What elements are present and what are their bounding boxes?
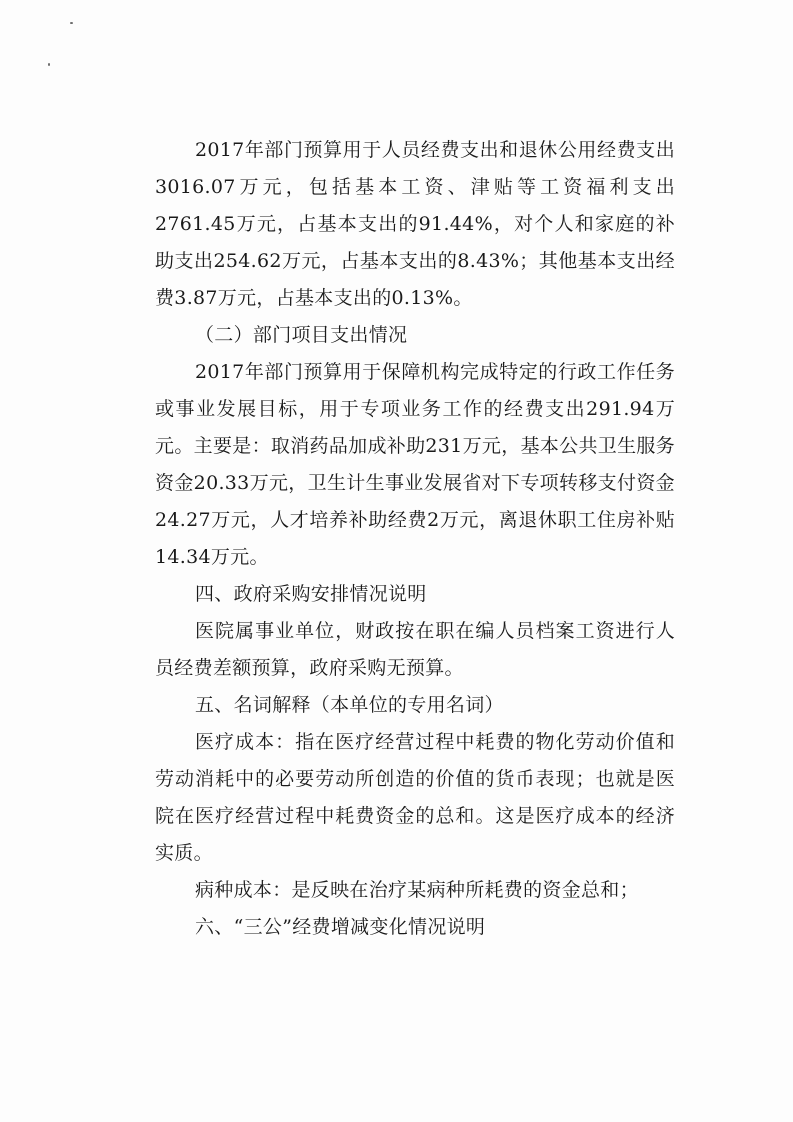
- document-body: [155, 132, 675, 946]
- paragraph-government-procurement: 医院属事业单位，财政按在职在编人员档案工资进行人员经费差额预算，政府采购无预算。: [155, 620, 675, 679]
- heading-government-procurement: 四、政府采购安排情况说明: [195, 583, 427, 605]
- heading-project-expenditure: （二）部门项目支出情况: [195, 324, 408, 346]
- heading-three-public-expenses: 六、“三公”经费增减变化情况说明: [195, 916, 486, 938]
- paragraph-basic-expenditure: 2017年部门预算用于人员经费支出和退休公用经费支出3016.07万元，包括基本工资、津贴等工资福利支出2761.45万元，占基本支出的91.44%，对个人和家庭的补助支出254.62万元，占基本支出的8.43%；其他基本支出经费3.87万元，占基本支出的0.13%。: [155, 139, 675, 309]
- paragraph-project-expenditure: 2017年部门预算用于保障机构完成特定的行政工作任务或事业发展目标，用于专项业务工作的经费支出291.94万元。主要是：取消药品加成补助231万元，基本公共卫生服务资金20.33万元，卫生计生事业发展省对下专项转移支付资金24.27万元，人才培养补助经费2万元，离退休职工住房补贴14.34万元。: [155, 361, 675, 568]
- heading-glossary: 五、名词解释（本单位的专用名词）: [195, 694, 504, 716]
- scan-speck: [70, 22, 73, 24]
- scan-speck: [48, 63, 50, 66]
- paragraph-disease-cost: 病种成本：是反映在治疗某病种所耗费的资金总和；: [195, 879, 639, 901]
- paragraph-medical-cost: 医疗成本：指在医疗经营过程中耗费的物化劳动价值和劳动消耗中的必要劳动所创造的价值的货币表现；也就是医院在医疗经营过程中耗费资金的总和。这是医疗成本的经济实质。: [155, 731, 675, 864]
